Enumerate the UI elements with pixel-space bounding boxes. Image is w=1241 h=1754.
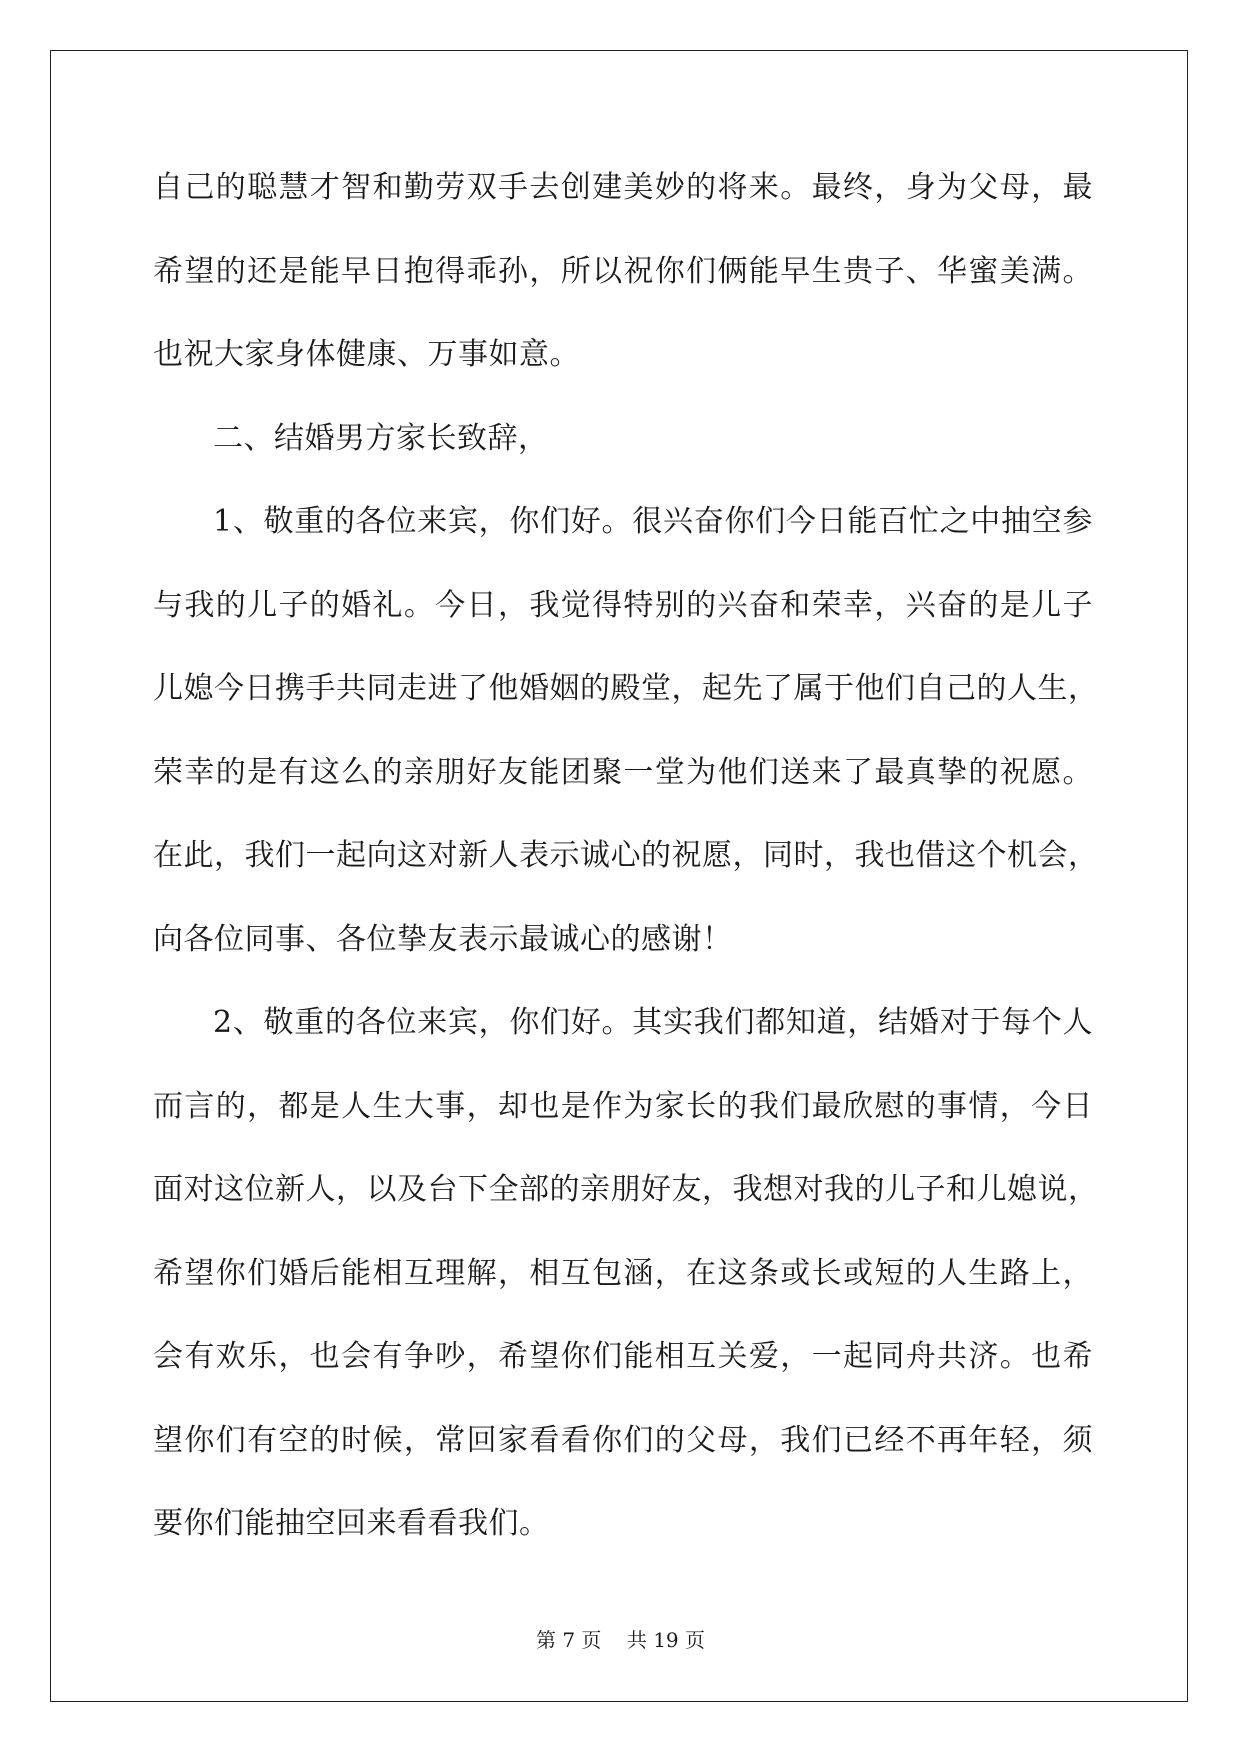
text-line: 也祝大家身体健康、万事如意。: [153, 337, 580, 372]
text-line: 2、敬重的各位来宾，你们好。其实我们都知道，结婚对于每个人: [213, 1005, 1093, 1040]
page-number-footer: 第 7 页 共 19 页: [535, 1628, 706, 1652]
text-line: 向各位同事、各位挚友表示最诚心的感谢！: [153, 921, 733, 957]
text-line: 希望的还是能早日抱得乖孙，所以祝你们俩能早生贵子、华蜜美满。: [153, 253, 1093, 289]
text-line: 儿媳今日携手共同走进了他婚姻的殿堂，起先了属于他们自己的人生，: [153, 671, 1099, 706]
text-line: 望你们有空的时候，常回家看看你们的父母，我们已经不再年轻，须: [153, 1422, 1093, 1458]
text-line: 在此，我们一起向这对新人表示诚心的祝愿，同时，我也借这个机会，: [153, 838, 1099, 873]
text-line: 与我的儿子的婚礼。今日，我觉得特别的兴奋和荣幸，兴奋的是儿子: [153, 587, 1093, 623]
text-line: 荣幸的是有这么的亲朋好友能团聚一堂为他们送来了最真挚的祝愿。: [153, 754, 1093, 790]
text-line: 要你们能抽空回来看看我们。: [153, 1506, 550, 1541]
text-line: 1、敬重的各位来宾，你们好。很兴奋你们今日能百忙之中抽空参: [213, 504, 1093, 539]
text-line: 而言的，都是人生大事，却也是作为家长的我们最欣慰的事情，今日: [153, 1088, 1093, 1124]
document-body: [153, 163, 1099, 1583]
text-line: 面对这位新人，以及台下全部的亲朋好友，我想对我的儿子和儿媳说，: [153, 1172, 1099, 1207]
text-line: 希望你们婚后能相互理解，相互包涵，在这条或长或短的人生路上，: [153, 1255, 1093, 1291]
text-line: 会有欢乐，也会有争吵，希望你们能相互关爱，一起同舟共济。也希: [153, 1339, 1093, 1374]
text-line: 自己的聪慧才智和勤劳双手去创建美妙的将来。最终，身为父母，最: [153, 170, 1093, 205]
section-heading: 二、结婚男方家长致辞，: [213, 420, 549, 456]
